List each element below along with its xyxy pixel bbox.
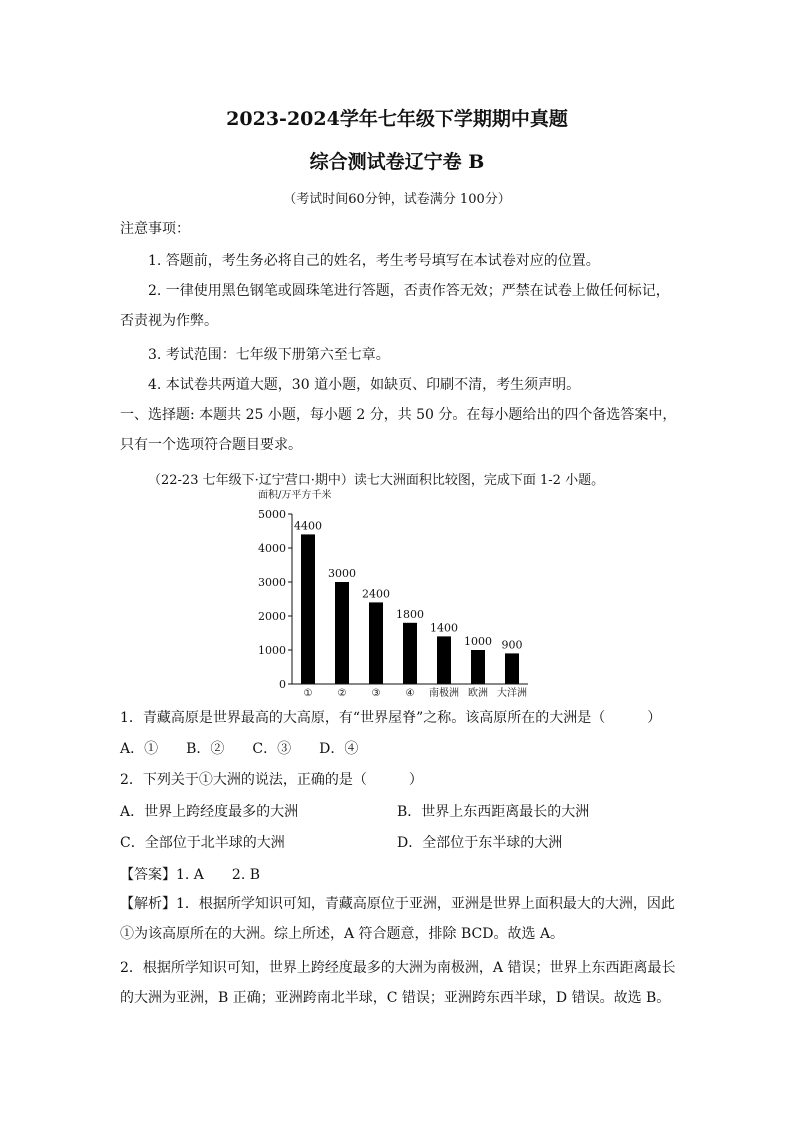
chart-y-axis: [258, 508, 292, 691]
chart-category-label: ②: [337, 688, 347, 699]
question-2-option-b: B．世界上东西距离最长的大洲: [397, 804, 590, 820]
chart-y-tick-label: 3000: [258, 576, 286, 589]
analysis-2: 2．根据所学知识可知，世界上跨经度最多的大洲为南极洲，A 错误；世界上东西距离最长的大洲为亚洲，B 正确；亚洲跨南北半球，C 错误；亚洲跨东西半球，D 错误。故选 B。: [120, 960, 676, 1006]
chart-data-label: 2400: [362, 587, 390, 601]
chart-y-tick-label: 2000: [258, 610, 286, 623]
chart-data-label: 1800: [396, 607, 424, 621]
chart-bar: [369, 602, 383, 684]
chart-category-label: ④: [405, 688, 415, 699]
section1-intro: （22-23 七年级下·辽宁营口·期中）读七大洲面积比较图，完成下面 1-2 小题。: [148, 473, 605, 488]
chart-bar: [403, 623, 417, 684]
chart-data-label: 900: [501, 638, 523, 652]
chart-bar: [335, 582, 349, 684]
note-item-4: 4. 本试卷共两道大题，30 道小题，如缺页、印刷不清，考生须声明。: [148, 377, 581, 393]
question-2-option-c: C．全部位于北半球的大洲: [120, 835, 285, 851]
chart-category-label: 欧洲: [468, 688, 488, 699]
chart-y-tick-label: 5000: [258, 508, 286, 521]
exam-info: （考试时间60分钟，试卷满分 100分）: [283, 192, 511, 207]
notes-heading: 注意事项：: [120, 221, 190, 237]
chart-bar: [471, 650, 485, 684]
exam-title-line2: 综合测试卷辽宁卷 B: [309, 151, 485, 173]
chart-category-label: ①: [303, 688, 313, 699]
chart-data-label: 4400: [294, 519, 322, 533]
chart-y-tick-label: 4000: [258, 542, 286, 555]
chart-bar: [437, 636, 451, 684]
chart-bars: [294, 519, 523, 684]
question-2-option-a: A．世界上跨经度最多的大洲: [120, 804, 299, 820]
chart-category-label: ③: [371, 688, 381, 699]
chart-data-label: 1000: [464, 635, 492, 648]
analysis-1: 【解析】1．根据所学知识可知，青藏高原位于亚洲，亚洲是世界上面积最大的大洲，因此①为该高原所在的大洲。综上所述，A 符合题意，排除 BCD。故选 A。: [120, 896, 675, 942]
question-2-stem: 2．下列关于①大洲的说法，正确的是（ ）: [120, 772, 423, 788]
continent-area-bar-chart: [250, 486, 550, 700]
question-1-options: A．① B．② C．③ D．④: [120, 741, 359, 757]
chart-category-label: 南极洲: [429, 688, 459, 699]
question-1-stem: 1．青藏高原是世界最高的大高原，有“世界屋脊”之称。该高原所在的大洲是（ ）: [120, 710, 662, 726]
question-2-option-d: D．全部位于东半球的大洲: [397, 835, 563, 851]
note-item-1: 1. 答题前，考生务必将自己的姓名，考生考号填写在本试卷对应的位置。: [148, 253, 600, 269]
chart-category-label: 大洋洲: [497, 688, 527, 699]
chart-data-label: 3000: [328, 567, 356, 580]
section1-heading: 一、选择题: 本题共 25 小题，每小题 2 分，共 50 分。在每小题给出的四个备选答案中，只有一个选项符合题目要求。: [120, 407, 677, 453]
chart-data-label: 1400: [430, 621, 458, 635]
exam-title-line1: 2023-2024学年七年级下学期期中真题: [226, 108, 568, 130]
chart-y-axis-label: 面积/万平方千米: [258, 490, 332, 501]
note-item-3: 3. 考试范围：七年级下册第六至七章。: [148, 347, 390, 363]
note-item-2: 2. 一律使用黑色钢笔或圆珠笔进行答题，否责作答无效；严禁在试卷上做任何标记，否责视为作弊。: [120, 283, 670, 329]
chart-y-tick-label: 1000: [258, 644, 286, 657]
answer-label: 【答案】1. A 2. B: [120, 867, 261, 883]
chart-y-tick-label: 0: [279, 678, 286, 691]
chart-bar: [505, 653, 519, 684]
chart-x-axis: [292, 684, 528, 699]
chart-bar: [301, 534, 315, 684]
